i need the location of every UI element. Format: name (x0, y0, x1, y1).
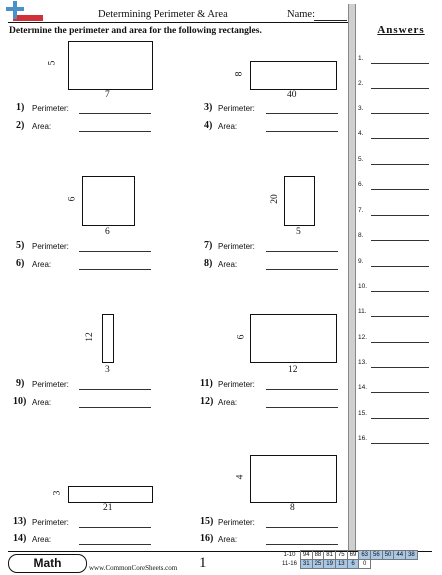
answer-box-13[interactable] (371, 367, 429, 368)
score-key-range: 1-10 (283, 552, 296, 558)
subject-badge: Math (8, 554, 87, 573)
area-label: Area: (218, 535, 238, 544)
width-label: 40 (287, 90, 297, 100)
question-number: 13) (13, 516, 27, 527)
perimeter-label: Perimeter: (32, 242, 69, 251)
width-label: 8 (290, 503, 295, 513)
perimeter-label: Perimeter: (218, 518, 255, 527)
answer-line-12[interactable] (266, 407, 338, 408)
rectangle-figure (68, 486, 153, 503)
width-label: 21 (103, 503, 113, 513)
answer-box-4[interactable] (371, 138, 429, 139)
answer-box-1[interactable] (371, 63, 429, 64)
score-cell: 44 (394, 551, 406, 560)
score-key-row (280, 560, 417, 569)
perimeter-label: Perimeter: (32, 380, 69, 389)
answer-box-14[interactable] (371, 392, 429, 393)
answer-number: 4. (358, 130, 364, 137)
rectangle-figure (102, 314, 114, 363)
score-cell: 25 (312, 560, 324, 569)
question-number: 2) (16, 120, 25, 131)
answer-number: 5. (358, 156, 364, 163)
answer-line-3[interactable] (266, 113, 338, 114)
area-label: Area: (32, 398, 52, 407)
answer-line-7[interactable] (266, 251, 338, 252)
perimeter-label: Perimeter: (218, 380, 255, 389)
answer-line-5[interactable] (79, 251, 151, 252)
height-label: 8 (234, 71, 245, 77)
instructions: Determine the perimeter and area for the following rectangles. (9, 26, 262, 36)
score-key-row (280, 551, 417, 560)
answer-line-9[interactable] (79, 389, 151, 390)
perimeter-label: Perimeter: (32, 518, 69, 527)
page-number: 1 (199, 555, 207, 571)
answer-number: 12. (358, 334, 368, 341)
answer-box-16[interactable] (371, 443, 429, 444)
logo-plus-vertical (13, 1, 17, 19)
score-cell: 56 (371, 551, 383, 560)
answer-number: 13. (358, 359, 368, 366)
height-label: 12 (84, 332, 95, 342)
area-label: Area: (218, 398, 238, 407)
height-label: 6 (67, 196, 78, 202)
answer-number: 14. (358, 384, 368, 391)
answer-number: 1. (358, 55, 364, 62)
score-key-range: 11-16 (282, 561, 297, 567)
score-cell: 13 (335, 560, 347, 569)
rectangle-figure (250, 314, 337, 363)
answer-line-15[interactable] (266, 527, 338, 528)
answer-box-12[interactable] (371, 342, 429, 343)
width-label: 5 (296, 227, 301, 237)
area-label: Area: (218, 260, 238, 269)
answer-box-3[interactable] (371, 113, 429, 114)
answer-box-5[interactable] (371, 164, 429, 165)
answer-line-14[interactable] (79, 544, 151, 545)
question-number: 3) (204, 102, 213, 113)
answer-number: 8. (358, 232, 364, 239)
score-cell: 0 (359, 560, 371, 569)
answer-line-1[interactable] (79, 113, 151, 114)
width-label: 7 (105, 90, 110, 100)
answer-box-11[interactable] (371, 316, 429, 317)
rectangle-figure (250, 455, 337, 503)
answer-number: 9. (358, 258, 364, 265)
answer-number: 7. (358, 207, 364, 214)
answer-box-15[interactable] (371, 418, 429, 419)
answer-number: 10. (358, 283, 368, 290)
answer-line-6[interactable] (79, 269, 151, 270)
score-cell: 81 (324, 551, 336, 560)
answer-box-8[interactable] (371, 240, 429, 241)
answer-box-2[interactable] (371, 88, 429, 89)
answer-number: 11. (358, 308, 367, 315)
height-label: 6 (236, 334, 247, 340)
score-cell: 6 (347, 560, 359, 569)
score-cell: 38 (406, 551, 418, 560)
answer-number: 3. (358, 105, 364, 112)
rectangle-figure (68, 41, 153, 90)
score-cell: 94 (300, 551, 312, 560)
area-label: Area: (32, 122, 52, 131)
perimeter-label: Perimeter: (32, 104, 69, 113)
area-label: Area: (218, 122, 238, 131)
answer-number: 15. (358, 410, 368, 417)
area-label: Area: (32, 260, 52, 269)
answer-box-6[interactable] (371, 189, 429, 190)
width-label: 3 (105, 365, 110, 375)
site-url[interactable]: www.CommonCoreSheets.com (89, 564, 178, 572)
rectangle-figure (284, 176, 315, 226)
question-number: 6) (16, 258, 25, 269)
rectangle-figure (250, 61, 337, 90)
question-number: 16) (200, 533, 214, 544)
question-number: 14) (13, 533, 27, 544)
answer-number: 2. (358, 80, 364, 87)
score-cell: 63 (359, 551, 371, 560)
score-cell: 50 (382, 551, 394, 560)
score-key-table (280, 550, 418, 569)
score-cell: 69 (347, 551, 359, 560)
question-number: 4) (204, 120, 213, 131)
question-number: 9) (16, 378, 25, 389)
width-label: 6 (105, 227, 110, 237)
answer-line-8[interactable] (266, 269, 338, 270)
perimeter-label: Perimeter: (218, 242, 255, 251)
answer-number: 16. (358, 435, 368, 442)
answer-line-2[interactable] (79, 131, 151, 132)
answer-line-16[interactable] (266, 544, 338, 545)
question-number: 11) (200, 378, 213, 389)
answer-box-9[interactable] (371, 266, 429, 267)
answer-number: 6. (358, 181, 364, 188)
height-label: 3 (52, 490, 63, 496)
score-cell: 19 (324, 560, 336, 569)
question-number: 10) (13, 396, 27, 407)
answer-line-11[interactable] (266, 389, 338, 390)
answers-divider (348, 4, 356, 551)
worksheet-title: Determining Perimeter & Area (98, 9, 228, 20)
height-label: 20 (269, 194, 280, 204)
score-cell: 88 (312, 551, 324, 560)
score-cell: 75 (335, 551, 347, 560)
question-number: 15) (200, 516, 214, 527)
area-label: Area: (32, 535, 52, 544)
question-number: 12) (200, 396, 214, 407)
name-label: Name: (287, 9, 315, 20)
answer-box-7[interactable] (371, 215, 429, 216)
answer-box-10[interactable] (371, 291, 429, 292)
answer-line-10[interactable] (79, 407, 151, 408)
height-label: 5 (47, 60, 58, 66)
name-field-line[interactable] (314, 20, 347, 21)
height-label: 4 (235, 474, 246, 480)
rectangle-figure (82, 176, 135, 226)
score-cell: 31 (300, 560, 312, 569)
width-label: 12 (288, 365, 298, 375)
question-number: 5) (16, 240, 25, 251)
perimeter-label: Perimeter: (218, 104, 255, 113)
logo-minus-bar (13, 15, 43, 21)
question-number: 7) (204, 240, 213, 251)
answer-line-13[interactable] (79, 527, 151, 528)
header-rule (8, 22, 348, 23)
answers-heading: Answers (377, 24, 425, 36)
question-number: 1) (16, 102, 25, 113)
question-number: 8) (204, 258, 213, 269)
answer-line-4[interactable] (266, 131, 338, 132)
